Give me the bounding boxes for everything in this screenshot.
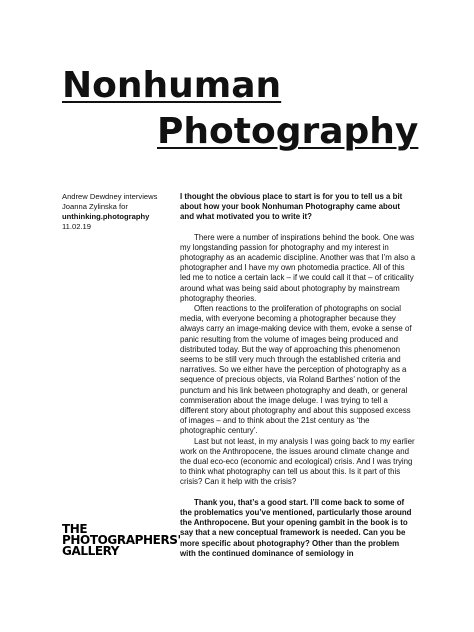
answer-1-paragraph-1: There were a number of inspirations behind the book. One was my longstanding passion for photography and my interest in photography as an academic discipline. Another was that I’m also a photographer and I have my own photomedia practice. All of this led me to notice a certain lack – if we could call it that – of criticality around what was being said about photography by mainstream photography theories. xyxy=(180,232,416,303)
spacer xyxy=(180,223,416,233)
byline-publication: unthinking.photography xyxy=(62,212,150,221)
logo-line-3: GALLERY xyxy=(62,544,120,558)
byline-interviewee: Joanna Zylinska for xyxy=(62,202,128,211)
byline-date: 11.02.19 xyxy=(62,222,91,231)
interview-body xyxy=(180,192,416,559)
title-line-photography: Photography xyxy=(157,111,419,152)
question-2: Thank you, that’s a good start. I’ll come back to some of the problematics you’ve mentioned, particularly those around the Anthropocene. But your opening gambit in the book is to say that a new conceptual framework is needed. Can you be more specific about photography? Other than the problem with the continued dominance of semiology in xyxy=(180,497,412,558)
byline xyxy=(62,192,172,232)
logo-line-2: PHOTOGRAPHERS' xyxy=(62,533,181,547)
byline-interviewer: Andrew Dewdney interviews xyxy=(62,192,158,201)
title-line-nonhuman: Nonhuman xyxy=(62,65,282,106)
answer-1-paragraph-3: Last but not least, in my analysis I was going back to my earlier work on the Anthropocene, the issues around climate change and the dual eco-eco (economic and ecological) crisis. And I was trying to think what photography can tell us about this. Is it part of this crisis? Can it help with the crisis? xyxy=(180,436,415,487)
answer-1-paragraph-2: Often reactions to the proliferation of photographs on social media, with everyone becoming a photographer because they always carry an image-making device with them, evoke a sense of panic resulting from the volume of images being produced and distributed today. But the way of approaching this phenomenon seems to be still very much through the established criteria and narratives. So we either have the perception of photography as a sequence of precious objects, via Roland Barthes’ notion of the punctum and his link between photography and death, or general commiseration about the image deluge. I was trying to tell a different story about photography and about this supposed excess of images – and to think about the 21st century as ‘the photographic century’. xyxy=(180,304,412,436)
photographers-gallery-logo xyxy=(62,524,181,557)
spacer xyxy=(180,488,416,498)
logo-line-1: THE xyxy=(62,522,88,536)
question-1: I thought the obvious place to start is for you to tell us a bit about how your book Nonhuman Photography came about and what motivated you to write it? xyxy=(180,192,403,222)
